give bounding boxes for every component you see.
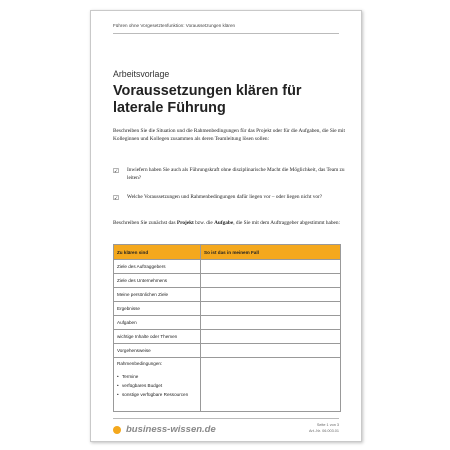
- column-header: Zu klären sind: [114, 245, 201, 260]
- checklist-item: [113, 167, 345, 183]
- footer-divider: [113, 418, 339, 419]
- list-item-text: verfügbares Budget: [122, 383, 163, 388]
- answer-cell[interactable]: [201, 260, 341, 274]
- rahmen-title: Rahmenbedingungen:: [117, 361, 163, 366]
- article-number: Art.-Nr. 06.003.01: [309, 428, 339, 433]
- list-item-text: sonstige verfügbare Ressourcen: [122, 392, 189, 397]
- page-header: Führen ohne Vorgesetztenfunktion: Voraussetzungen klären: [113, 23, 236, 28]
- list-item: [117, 381, 197, 390]
- answer-cell[interactable]: [201, 344, 341, 358]
- document-subtitle: Arbeitsvorlage: [113, 69, 170, 79]
- clarification-table: [113, 244, 341, 412]
- table-row: [114, 316, 341, 330]
- answer-cell[interactable]: [201, 274, 341, 288]
- lead-text: bzw. die: [193, 220, 215, 226]
- answer-cell[interactable]: [201, 302, 341, 316]
- logo-dot-icon: [113, 426, 121, 434]
- list-item: [117, 390, 197, 399]
- checklist-item-text: Welche Voraussetzungen und Rahmenbedingungen dafür liegen vor – oder liegen nicht vor?: [127, 194, 323, 200]
- intro-paragraph: Beschreiben Sie die Situation und die Rahmenbedingungen für das Projekt oder für die Aufgaben, die Sie mit Kolleginnen und Kollegen zusammen als deren Teamleitung lösen sollen:: [113, 128, 345, 142]
- row-label: Aufgaben: [114, 316, 201, 330]
- row-label: Vorgehensweise: [114, 344, 201, 358]
- page-number: Seite 1 von 3: [316, 423, 339, 427]
- document-title: Voraussetzungen klären für laterale Führung: [113, 83, 302, 116]
- checklist-item: [113, 194, 345, 202]
- row-label: Ziele des Auftraggebers: [114, 260, 201, 274]
- answer-cell[interactable]: [201, 358, 341, 412]
- table-row: [114, 260, 341, 274]
- answer-cell[interactable]: [201, 330, 341, 344]
- row-label: wichtige Inhalte oder Themen: [114, 330, 201, 344]
- row-label: Ziele des Unternehmens: [114, 274, 201, 288]
- table-row: [114, 330, 341, 344]
- table-row: [114, 358, 341, 412]
- list-item-text: Termine: [122, 374, 139, 379]
- list-item: [117, 372, 197, 381]
- table-row: [114, 302, 341, 316]
- lead-bold-project: Projekt: [176, 220, 194, 226]
- table-row: [114, 288, 341, 302]
- table-header-row: [114, 245, 341, 260]
- row-label-rahmen: [114, 358, 201, 412]
- bullet-icon: •: [117, 383, 119, 388]
- rahmen-list: [117, 372, 197, 399]
- bullet-icon: •: [117, 392, 119, 397]
- checked-box-icon: ☑: [113, 166, 119, 175]
- column-header: So ist das in meinem Fall: [201, 245, 341, 260]
- answer-cell[interactable]: [201, 316, 341, 330]
- lead-bold-task: Aufgabe: [214, 220, 234, 226]
- logo-text: business-wissen.de: [126, 424, 216, 435]
- answer-cell[interactable]: [201, 288, 341, 302]
- lead-paragraph: [113, 220, 345, 228]
- checklist-item-text: Inwiefern haben Sie auch als Führungskraft ohne disziplinarische Macht die Möglichkeit, das Team zu leiten?: [127, 167, 345, 181]
- bullet-icon: •: [117, 374, 119, 379]
- row-label: Ergebnisse: [114, 302, 201, 316]
- row-label: Meine persönlichen Ziele: [114, 288, 201, 302]
- document-page: [90, 10, 362, 442]
- lead-text: Beschreiben Sie zunächst das: [113, 220, 177, 226]
- lead-text: , die Sie mit dem Auftraggeber abgestimmt haben:: [233, 220, 340, 226]
- table-row: [114, 344, 341, 358]
- footer-meta: [309, 423, 339, 434]
- checked-box-icon: ☑: [113, 193, 119, 202]
- table-row: [114, 274, 341, 288]
- header-divider: [113, 33, 339, 34]
- brand-logo[interactable]: [113, 424, 216, 435]
